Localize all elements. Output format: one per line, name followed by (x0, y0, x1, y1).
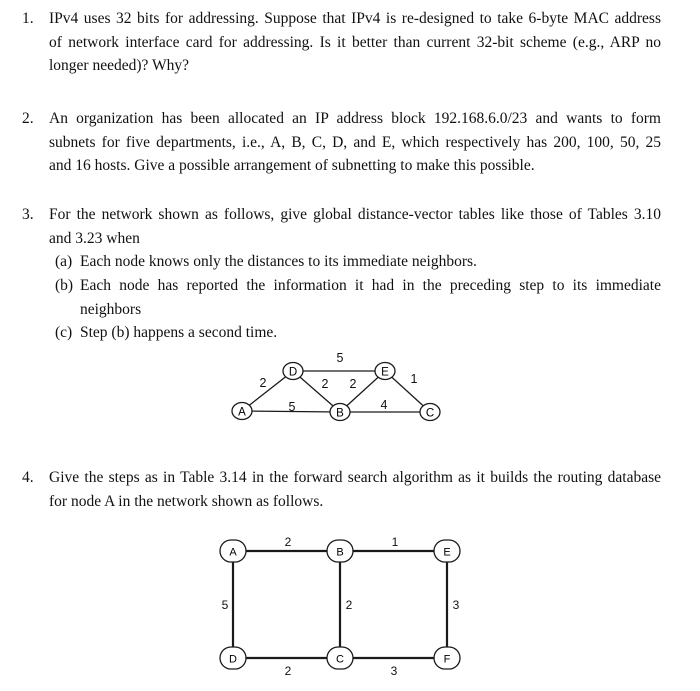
text-line: and 3.23 when (49, 229, 140, 247)
text-line: Each node knows only the distances to its immediate neighbors. (80, 253, 477, 270)
node-label: A (238, 406, 246, 419)
node-label: B (336, 407, 344, 420)
weight-c-f: 3 (390, 664, 398, 678)
weight-d-b: 2 (321, 377, 329, 391)
node-d (220, 647, 246, 669)
node-label: C (425, 407, 435, 420)
weight-a-b: 5 (288, 400, 296, 414)
node-b (327, 540, 353, 562)
node-e (434, 540, 460, 562)
node-label: E (381, 366, 389, 379)
subitem-label: (b) (55, 277, 74, 294)
weight-a-d: 2 (259, 376, 267, 390)
subitem-label: (c) (55, 324, 73, 341)
question-number: 4. (22, 469, 34, 486)
text-line: An organization has been allocated an IP address block 192.168.6.0/23 and wants to form (49, 110, 661, 127)
weight-b-e: 1 (391, 535, 399, 549)
node-label: D (288, 366, 298, 379)
question-number: 3. (22, 206, 34, 223)
text-line: subnets for five departments, i.e., A, B, C, D, and E, which respectively has 200, 100, 50, 25 (49, 133, 661, 151)
text-line: Each node has reported the information it had in the preceding step to its immediate (80, 277, 661, 294)
text-line: Give the steps as in Table 3.14 in the forward search algorithm as it builds the routing database (49, 469, 661, 486)
weight-b-c: 4 (380, 398, 388, 412)
question-number: 2. (22, 110, 34, 127)
text-line: longer needed)? Why? (49, 57, 190, 74)
weight-a-d: 5 (221, 598, 229, 612)
text-line: of network interface card for addressing. Is it better than current 32-bit scheme (e.g., ARP no (49, 33, 661, 51)
text-line: For the network shown as follows, give global distance-vector tables like those of Tables 3.10 (49, 206, 661, 223)
weight-d-e: 5 (336, 351, 344, 365)
weight-e-c: 1 (410, 372, 418, 386)
weight-b-c: 2 (345, 598, 353, 612)
text-line: neighbors (80, 300, 142, 318)
node-label: F (443, 653, 451, 666)
node-f (434, 647, 460, 669)
text-line: and 16 hosts. Give a possible arrangement of subnetting to make this possible. (49, 157, 535, 174)
node-label: E (443, 546, 451, 559)
node-label: D (229, 653, 237, 666)
node-label: C (336, 653, 344, 666)
question-number: 1. (22, 10, 34, 27)
node-c (327, 647, 353, 669)
weight-d-c: 2 (284, 664, 292, 678)
node-label: A (229, 546, 237, 559)
text-line: for node A in the network shown as follows. (49, 492, 324, 510)
weight-e-b: 2 (349, 377, 357, 391)
node-a (220, 540, 246, 562)
weight-a-b: 2 (284, 535, 292, 549)
text-line: Step (b) happens a second time. (80, 324, 278, 341)
weight-e-f: 3 (452, 598, 460, 612)
node-label: B (336, 546, 344, 559)
subitem-label: (a) (55, 253, 73, 270)
text-line: IPv4 uses 32 bits for addressing. Suppose that IPv4 is re-designed to take 6-byte MAC address (49, 10, 661, 27)
